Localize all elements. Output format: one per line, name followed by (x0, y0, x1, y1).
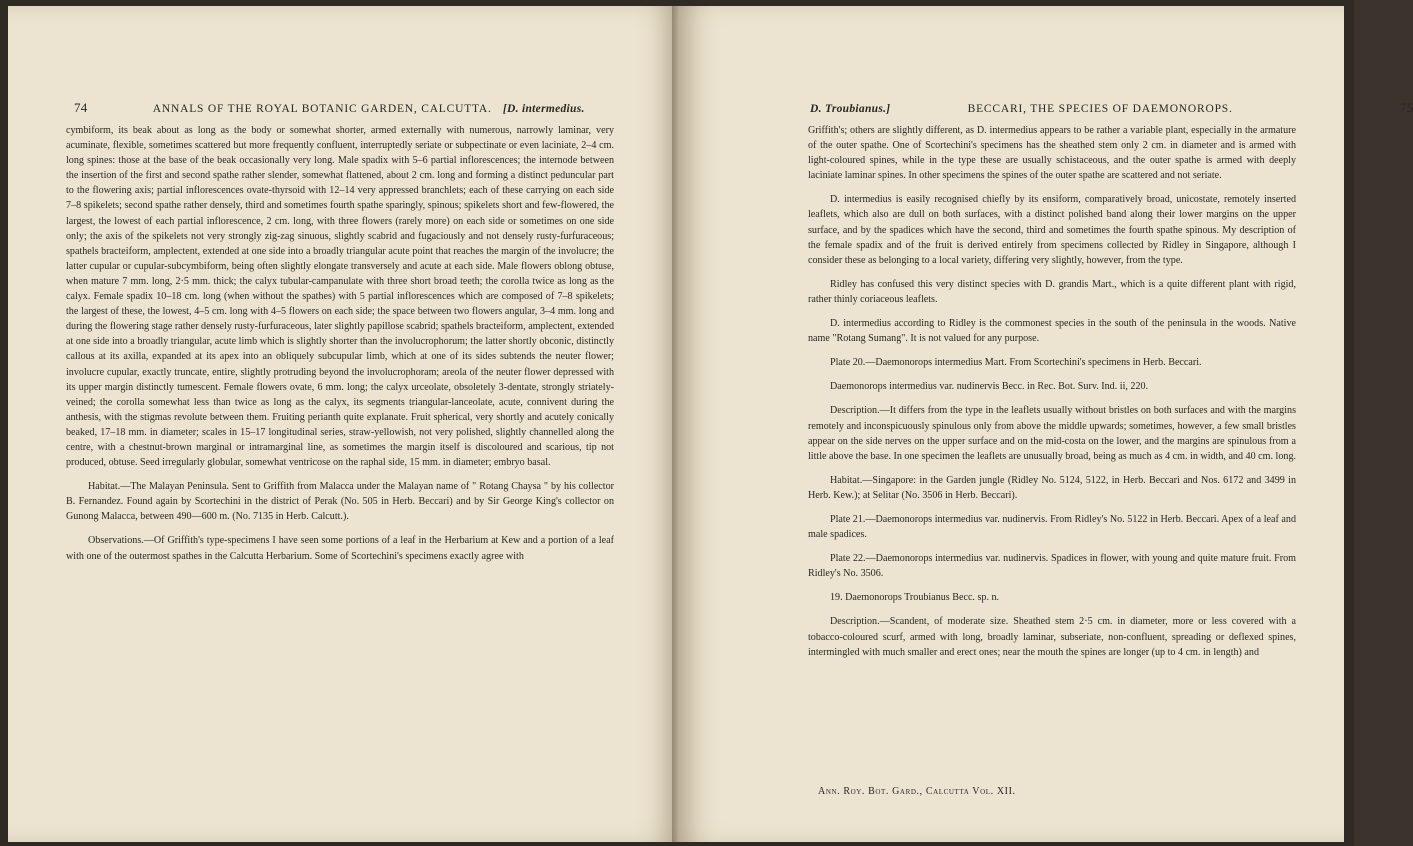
paragraph: Description.—It differs from the type in the leaflets usually without bristles on both surfaces and with the margins remotely and inconspicuously spinulous only from above the middle upwards; sometimes, however, a few small bristles appear on the side nerves on the upper surface and on the mid-costa on the lower, and the margins are spinulous from a little above the base. In one specimen the leaflets are unusually broad, being as much as 4 cm. in width, and 40 cm. long. (808, 405, 1297, 462)
left-running-header (74, 100, 585, 116)
right-page-number: 75 (1399, 100, 1413, 115)
paragraph: cymbiform, its beak about as long as the body or somewhat shorter, armed externally with numerous, narrowly laminar, very acuminate, flexible, sometimes scattered but more frequently confluent, interruptedly seriate or subpectinate or even laciniate, 2–4 cm. long spines: those at the base of the beak occasionally very long. Male spadix with 5–6 partial inflorescences; the internode between the insertion of the first and second spathe rather slender, somewhat flattened, about 2 cm. long and forming a distinct peduncular part to the flowering axis; partial inflorescences ovate-thyrsoid with 12–14 very appressed branchlets; each of these carrying on each side 7–8 spikelets; second spathe rather densely, third and sometimes fourth spathe sparingly, spinous; spikelets short and few-flowered, the largest, the lowest of each partial inflorescence, 2 cm. long, with three flowers (rarely more) on each side or sometimes on one side only; the axis of the spikelets not very strongly zig-zag sinuous, slightly scabrid and fugaciously and not densely rusty-furfuraceous; spathels bracteiform, amplectent, extended at one side into a broadly triangular acute point that reaches the margin of the involucre; the latter cupular or cupular-subcymbiform, being often slightly elongate transversely and acute at each side. Male flowers oblong obtuse, when mature 7 mm. long, 2·5 mm. thick; the calyx tubular-campanulate with three short broad teeth; the corolla twice as long as the calyx. Female spadix 10–18 cm. long (when without the spathes) with 5 partial inflorescences which are composed of 7–8 spikelets; the largest of these, the lowest, 4–5 cm. long with 4–5 flowers on each side; the space between two flowers angular, 3–4 mm. long and during the flowering stage rather densely rusty-furfuraceous, later slightly papillose scabrid; spathels bracteiform, amplectent, extended at one side into a broadly triangular, acute limb which is slightly shorter than the involucrophorum; the latter shortly obconic, distinctly callous at its axilla, expanded at its apex into an obliquely subcupular limb, which at one of its sides subtends the neuter flower; involucre cupular, exactly truncate, entire, slightly protruding beyond the involucrophoram; areola of the neuter flower depressed with its upper margin distinctly tumescent. Female flowers ovate, 6 mm. long; the calyx urceolate, obsoletely 3-dentate, strongly striately-veined; the corolla somewhat less than twice as long as the calyx, its segments triangular-lanceolate, acute, connivent during the anthesis, with the stigmas revolute between them. Fruiting perianth quite explanate. Fruit spherical, very shortly and acutely conically beaked, 17–18 mm. in diameter; scales in 15–17 longitudinal series, straw-yellowish, not very polished, slightly channelled along the centre, with a chestnut-brown marginal or intramarginal line, as sometimes the margin itself is discoloured and scarious, tip not produced, obtuse. Seed irregularly globular, somewhat ventricose on the raphal side, 15 mm. in diameter; embryo basal. (66, 125, 614, 469)
paragraph: D. intermedius according to Ridley is the commonest species in the south of the peninsula in the woods. Native name "Rotang Sumang". It is not valued for any purpose. (808, 318, 1296, 345)
paragraph: Griffith's; others are slightly different, as D. intermedius appears to be rather a variable plant, especially in the armature of the outer spathe. One of Scortechini's specimens has the sheathed stem only 2 cm. in diameter and is armed with light-coloured spines, while in the type these are usually schistaceous, and the outer spathe is armed with deeply laciniate laminar spines. In other specimens the spines of the outer spathe are scattered and not seriate. (808, 125, 1296, 182)
right-body-text (808, 123, 1296, 660)
paragraph: Ridley has confused this very distinct species with D. grandis Mart., which is a quite different plant with rigid, rather thinly coriaceous leaflets. (808, 278, 1296, 305)
paragraph: Habitat.—The Malayan Peninsula. Sent to Griffith from Malacca under the Malayan name of " Rotang Chaysa " by his collector B. Fernandez. Found again by Scortechini in the district of Perak (No. 505 in Herb. Beccari) and by Sir George King's collector on Gunong Malacca, between 490—600 m. (No. 7135 in Herb. Calcutt.). (66, 481, 614, 523)
species-heading: 19. Daemonorops Troubianus Becc. sp. n. (830, 592, 1000, 604)
right-running-head: BECCARI, THE SPECIES OF DAEMONOROPS. (967, 103, 1233, 115)
paragraph: Habitat.—Singapore: in the Garden jungle (Ridley No. 5124, 5122, in Herb. Beccari and Nos. 6172 and 3499 in Herb. Kew.); at Selitar (No. 3506 in Herb. Beccari). (808, 474, 1296, 501)
right-running-tag: D. Troubianus.] (810, 103, 891, 115)
plate-caption: Plate 21.—Daemonorops intermedius var. nudinervis. From Ridley's No. 5122 in Herb. Beccari. Apex of a leaf and male spadices. (808, 513, 1296, 541)
left-running-head: ANNALS OF THE ROYAL BOTANIC GARDEN, CALCUTTA. (152, 103, 492, 115)
paragraph: D. intermedius is easily recognised chiefly by its ensiform, comparatively broad, unicostate, remotely inserted leaflets, which also are dull on both surfaces, with a distinct polished band along their lower margins on the upper surface, and by the spadices which have the second, third and sometimes the fourth spathe spinous. My description of the female spadix and of the fruit is derived entirely from specimens collected by Ridley in Singapore, although I consider these as belonging to a local variety, differing very slightly, however, from the type. (808, 194, 1296, 266)
right-page (678, 6, 1413, 842)
plate-caption: Plate 22.—Daemonorops intermedius var. nudinervis. Spadices in flower, with young and quite mature fruit. From Ridley's No. 3506. (808, 553, 1296, 580)
left-page-number: 74 (74, 100, 88, 115)
paragraph: Observations.—Of Griffith's type-specimens I have seen some portions of a leaf in the Herbarium at Kew and a portion of a leaf with one of the outermost spathes in the Calcutta Herbarium. Some of Scortechini's specimens exactly agree with (66, 535, 614, 562)
left-running-tag: [D. intermedius. (502, 103, 585, 115)
left-page (8, 6, 678, 842)
paragraph: Description.—Scandent, of moderate size. Sheathed stem 2·5 cm. in diameter, more or less covered with a tobacco-coloured scurf, armed with long, broadly laminar, subseriate, non-confluent, spreading or deflexed spines, intermingled with much smaller and erect ones; near the mouth the spines are longer (up to 4 cm. in length) and (808, 616, 1296, 658)
variety-heading: Daemonorops intermedius var. nudinervis Becc. in Rec. Bot. Surv. Ind. ii, 220. (830, 381, 1149, 393)
plate-caption: Plate 20.—Daemonorops intermedius Mart. From Scortechini's specimens in Herb. Beccari. (830, 357, 1202, 369)
left-body-text (66, 123, 614, 564)
right-running-header (810, 100, 1413, 116)
right-page-footer: Ann. Roy. Bot. Gard., Calcutta Vol. XII. (818, 786, 1016, 797)
